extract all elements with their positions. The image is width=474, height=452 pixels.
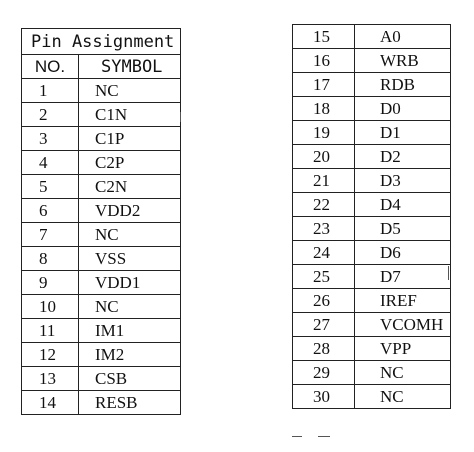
right-table-edge-mark [448,266,449,280]
pin-number: 25 [293,265,355,289]
pin-symbol: A0 [355,25,451,49]
right-table-edge-mark [180,112,181,122]
table-row [22,367,181,391]
pin-symbol: VCOMH [355,313,451,337]
pin-number: 22 [293,193,355,217]
pin-symbol: D2 [355,145,451,169]
table-row [293,385,451,409]
pin-number: 28 [293,337,355,361]
table-row [293,313,451,337]
table-row [293,241,451,265]
pin-symbol: VSS [79,247,181,271]
table-row [293,73,451,97]
table-row [293,289,451,313]
header-row [22,55,181,79]
pin-number: 12 [22,343,79,367]
pin-number: 18 [293,97,355,121]
pin-symbol: NC [79,295,181,319]
table-row [293,49,451,73]
pin-number: 11 [22,319,79,343]
pin-number: 24 [293,241,355,265]
title-row [22,29,181,55]
pin-symbol: D0 [355,97,451,121]
table-row [22,343,181,367]
pin-symbol: D6 [355,241,451,265]
pin-symbol: C2N [79,175,181,199]
table-row [293,265,451,289]
table-row [22,271,181,295]
pin-symbol: IM1 [79,319,181,343]
pin-number: 14 [22,391,79,415]
pin-symbol: VDD2 [79,199,181,223]
pin-symbol: D3 [355,169,451,193]
pin-symbol: NC [355,385,451,409]
pin-symbol: D1 [355,121,451,145]
pin-number: 20 [293,145,355,169]
pin-number: 29 [293,361,355,385]
pin-symbol: NC [355,361,451,385]
table-row [22,247,181,271]
bottom-fragment-mark [318,436,330,437]
pin-number: 13 [22,367,79,391]
table-row [22,175,181,199]
table-row [22,103,181,127]
pin-number: 6 [22,199,79,223]
pin-number: 16 [293,49,355,73]
table-row [22,127,181,151]
table-row [293,145,451,169]
pin-symbol: RESB [79,391,181,415]
right-table-body [293,25,451,409]
table-row [293,25,451,49]
pin-assignment-table-left [21,28,181,415]
pin-number: 4 [22,151,79,175]
pin-number: 5 [22,175,79,199]
pin-symbol: CSB [79,367,181,391]
pin-symbol: VPP [355,337,451,361]
pin-number: 9 [22,271,79,295]
pin-symbol: C1N [79,103,181,127]
table-row [293,121,451,145]
table-row [293,217,451,241]
pin-number: 17 [293,73,355,97]
column-header-no: NO. [22,55,79,79]
pin-symbol: C2P [79,151,181,175]
table-row [22,79,181,103]
pin-number: 1 [22,79,79,103]
pin-number: 2 [22,103,79,127]
pin-symbol: NC [79,223,181,247]
pin-assignment-table-right [292,24,451,409]
table-row [293,361,451,385]
table-row [22,199,181,223]
pin-number: 10 [22,295,79,319]
pin-number: 23 [293,217,355,241]
pin-symbol: WRB [355,49,451,73]
table-row [293,97,451,121]
pin-number: 15 [293,25,355,49]
pin-number: 27 [293,313,355,337]
pin-symbol: D7 [355,265,451,289]
pin-symbol: C1P [79,127,181,151]
table-row [22,223,181,247]
pin-symbol: VDD1 [79,271,181,295]
pin-number: 21 [293,169,355,193]
table-row [22,295,181,319]
pin-symbol: D4 [355,193,451,217]
column-header-symbol: SYMBOL [79,55,181,79]
bottom-fragment-mark [292,436,302,437]
table-title: Pin Assignment [22,29,181,55]
pin-number: 19 [293,121,355,145]
table-row [293,337,451,361]
table-row [22,391,181,415]
left-table-body [22,29,181,415]
pin-number: 7 [22,223,79,247]
pin-symbol: IM2 [79,343,181,367]
pin-number: 8 [22,247,79,271]
pin-symbol: NC [79,79,181,103]
pin-symbol: IREF [355,289,451,313]
table-row [22,151,181,175]
table-row [293,193,451,217]
pin-number: 26 [293,289,355,313]
pin-symbol: RDB [355,73,451,97]
pin-symbol: D5 [355,217,451,241]
table-row [293,169,451,193]
table-row [22,319,181,343]
pin-number: 30 [293,385,355,409]
pin-number: 3 [22,127,79,151]
